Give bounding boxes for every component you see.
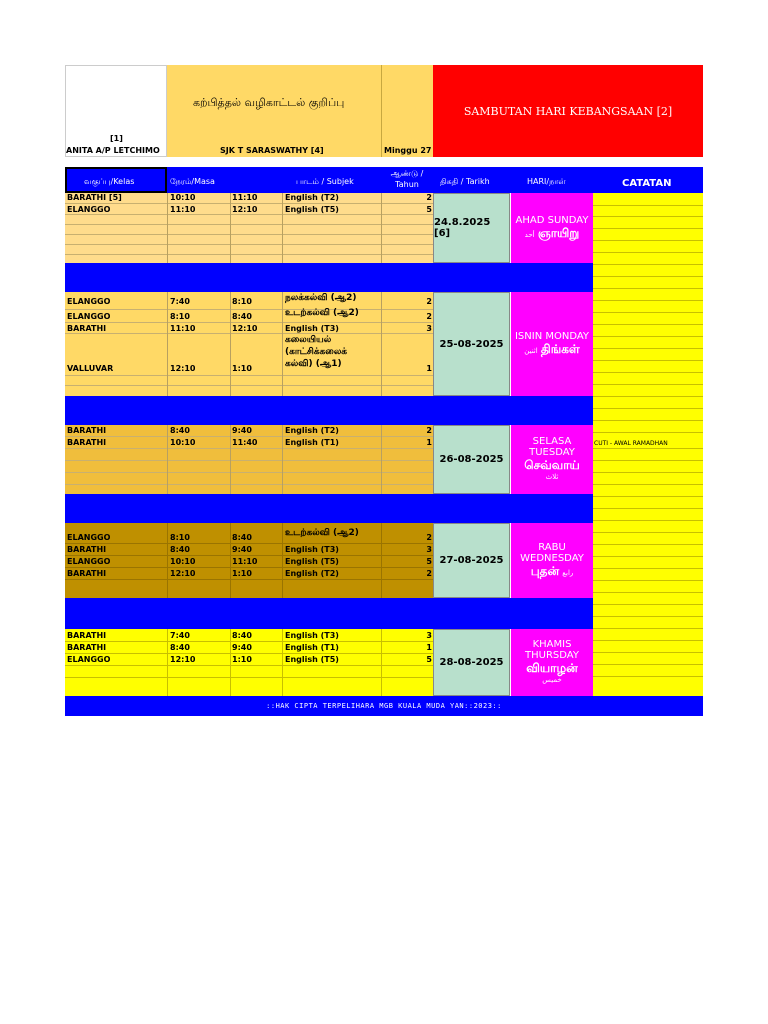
day1-date-text: 24.8.2025 [6] — [434, 217, 491, 239]
table-row-tahun: 2 — [426, 312, 432, 321]
table-row-tamat: 9:40 — [232, 426, 252, 435]
day1-ms-en: AHAD SUNDAY — [515, 215, 589, 226]
day4-name — [511, 523, 593, 598]
day3-en: TUESDAY — [529, 447, 575, 458]
day3-date-text: 26-08-2025 — [439, 454, 504, 465]
day2-ar: اثنين — [524, 347, 538, 355]
table-row-kelas: BARATHI — [67, 631, 107, 640]
day2-grid — [65, 292, 433, 396]
day5-en: THURSDAY — [525, 650, 579, 661]
copyright-text: ::HAK CIPTA TERPELIHARA MGB KUALA MUDA YAN::2023:: — [266, 702, 502, 710]
table-row-tamat: 8:40 — [232, 312, 252, 321]
table-row-tahun: 3 — [426, 545, 432, 554]
table-row-mula: 12:10 — [170, 569, 196, 578]
table-row-subjek: English (T2) — [285, 193, 339, 202]
col-hari: HARI/நாள் — [527, 177, 566, 186]
teacher-name: ANITA A/P LETCHIMO — [66, 146, 160, 155]
table-row-subjek: English (T5) — [285, 205, 339, 214]
table-row-mula: 10:10 — [170, 438, 196, 447]
table-row-tahun: 5 — [426, 205, 432, 214]
table-row-kelas: ELANGGO — [67, 312, 111, 321]
table-row-kelas: BARATHI — [67, 569, 107, 578]
col-tarikh: திகதி / Tarikh — [440, 177, 490, 186]
table-row-mula: 10:10 — [170, 557, 196, 566]
day2-ta: திங்கள் — [540, 342, 580, 356]
table-row-mula: 8:40 — [170, 643, 190, 652]
day3-date — [433, 425, 510, 494]
day3-name — [511, 425, 593, 494]
day3-ms: SELASA — [532, 436, 572, 447]
table-row-tamat: 1:10 — [232, 655, 252, 664]
table-row-kelas: ELANGGO — [67, 205, 111, 214]
id-label: [1] — [110, 134, 123, 143]
day4-date — [433, 523, 510, 598]
page-title: கற்பித்தல் வழிகாட்டல் குறிப்பு — [193, 96, 345, 109]
col-tahun-text: ஆண்டு / Tahun — [390, 169, 424, 189]
table-row-tahun: 1 — [426, 364, 432, 373]
table-row-tahun: 2 — [426, 533, 432, 542]
day5-ta: வியாழன் — [526, 661, 578, 675]
day5-date — [433, 629, 510, 696]
day5-date-text: 28-08-2025 — [439, 657, 504, 668]
table-row-tamat: 11:40 — [232, 438, 258, 447]
table-row-mula: 7:40 — [170, 297, 190, 306]
table-row-subjek: English (T3) — [285, 631, 339, 640]
table-row-kelas: ELANGGO — [67, 297, 111, 306]
table-row-tahun: 2 — [426, 193, 432, 202]
col-tahun — [383, 168, 431, 190]
day1-date — [433, 193, 510, 263]
event-banner — [433, 65, 703, 157]
day4-date-text: 27-08-2025 — [439, 555, 504, 566]
event-banner-text: SAMBUTAN HARI KEBANGSAAN [2] — [463, 104, 673, 118]
table-row-subjek: English (T1) — [285, 643, 339, 652]
table-row-tahun: 2 — [426, 297, 432, 306]
table-row-subjek: நலக்கல்வி (ஆ2) — [285, 293, 357, 303]
table-row-mula: 8:40 — [170, 545, 190, 554]
table-row-tahun: 1 — [426, 643, 432, 652]
table-row-tamat: 12:10 — [232, 324, 258, 333]
day4-ar: رابع — [562, 569, 574, 577]
day1-name — [511, 193, 593, 263]
catatan-note: CUTI - AWAL RAMADHAN — [594, 440, 668, 447]
table-row-tahun: 1 — [426, 438, 432, 447]
table-row-mula: 10:10 — [170, 193, 196, 202]
table-row-kelas: BARATHI — [67, 545, 107, 554]
footer-bar — [65, 696, 703, 716]
title-divider — [381, 65, 382, 157]
table-row-tahun: 2 — [426, 569, 432, 578]
separator-band — [65, 598, 593, 629]
day2-date — [433, 292, 510, 396]
table-row-tahun: 3 — [426, 324, 432, 333]
day2-name — [511, 292, 593, 396]
table-row-kelas: BARATHI — [67, 438, 107, 447]
day2-date-text: 25-08-2025 — [439, 338, 504, 350]
table-row-mula: 11:10 — [170, 324, 196, 333]
table-row-subjek: உடற்கல்வி (ஆ2) — [285, 308, 359, 318]
day5-ms: KHAMIS — [532, 639, 572, 650]
day4-ta: புதன் — [530, 564, 560, 578]
table-row-mula: 11:10 — [170, 205, 196, 214]
day1-ar: أحد — [524, 231, 535, 239]
separator-band — [65, 263, 593, 292]
table-row-kelas: ELANGGO — [67, 533, 111, 542]
table-row-subjek: English (T2) — [285, 569, 339, 578]
table-row-mula: 7:40 — [170, 631, 190, 640]
table-row-kelas: BARATHI — [67, 324, 107, 333]
table-row-tamat: 11:10 — [232, 193, 258, 202]
table-row-tamat: 9:40 — [232, 545, 252, 554]
table-row-subjek: English (T5) — [285, 557, 339, 566]
day4-en: WEDNESDAY — [520, 553, 584, 564]
table-row-tamat: 8:40 — [232, 533, 252, 542]
table-row-tamat: 12:10 — [232, 205, 258, 214]
day3-ta: செவ்வாய் — [524, 458, 580, 472]
table-row-tahun: 5 — [426, 557, 432, 566]
day4-ms: RABU — [538, 542, 566, 553]
title-box — [167, 65, 433, 157]
table-row-mula: 8:40 — [170, 426, 190, 435]
table-row-tamat: 8:10 — [232, 297, 252, 306]
table-row-subjek: உடற்கல்வி (ஆ2) — [285, 528, 359, 538]
table-row-tahun: 3 — [426, 631, 432, 640]
table-row-tamat: 9:40 — [232, 643, 252, 652]
school-name: SJK T SARASWATHY [4] — [220, 146, 324, 155]
day3-ar: ثلاث — [545, 473, 559, 481]
table-row-kelas: VALLUVAR — [67, 364, 114, 373]
table-row-tamat: 1:10 — [232, 364, 252, 373]
table-row-subjek: English (T1) — [285, 438, 339, 447]
table-row-kelas: ELANGGO — [67, 557, 111, 566]
table-row-kelas: BARATHI — [67, 426, 107, 435]
separator-band — [65, 494, 593, 523]
table-row-tamat: 8:40 — [232, 631, 252, 640]
table-row-mula: 8:10 — [170, 312, 190, 321]
col-masa: நேரம்/Masa — [170, 177, 215, 186]
table-row-subjek: English (T3) — [285, 324, 339, 333]
day2-ms-en: ISNIN MONDAY — [514, 331, 590, 342]
table-row-subjek-multiline: கலையியல் (காட்சிக்கலைக் கல்வி) (ஆ1) — [285, 335, 348, 369]
table-row-subjek: English (T3) — [285, 545, 339, 554]
table-row-mula: 12:10 — [170, 655, 196, 664]
table-row-tamat: 1:10 — [232, 569, 252, 578]
week-label: Minggu 27 — [384, 146, 432, 155]
col-catatan: CATATAN — [622, 178, 672, 189]
table-row-kelas: BARATHI — [67, 643, 107, 652]
separator-band — [65, 396, 593, 425]
table-row-subjek: English (T5) — [285, 655, 339, 664]
col-subjek: பாடம் / Subjek — [296, 177, 354, 186]
table-row-tahun: 5 — [426, 655, 432, 664]
table-row-tahun: 2 — [426, 426, 432, 435]
col-kelas: வகுப்பு/Kelas — [84, 177, 135, 186]
table-row-tamat: 11:10 — [232, 557, 258, 566]
day5-ar: خميس — [542, 676, 562, 684]
table-row-kelas: BARATHI [5] — [67, 193, 122, 202]
day5-name — [511, 629, 593, 696]
table-row-kelas: ELANGGO — [67, 655, 111, 664]
table-row-mula: 12:10 — [170, 364, 196, 373]
table-row-mula: 8:10 — [170, 533, 190, 542]
day1-ta: ஞாயிறு — [537, 226, 580, 240]
table-row-subjek: English (T2) — [285, 426, 339, 435]
